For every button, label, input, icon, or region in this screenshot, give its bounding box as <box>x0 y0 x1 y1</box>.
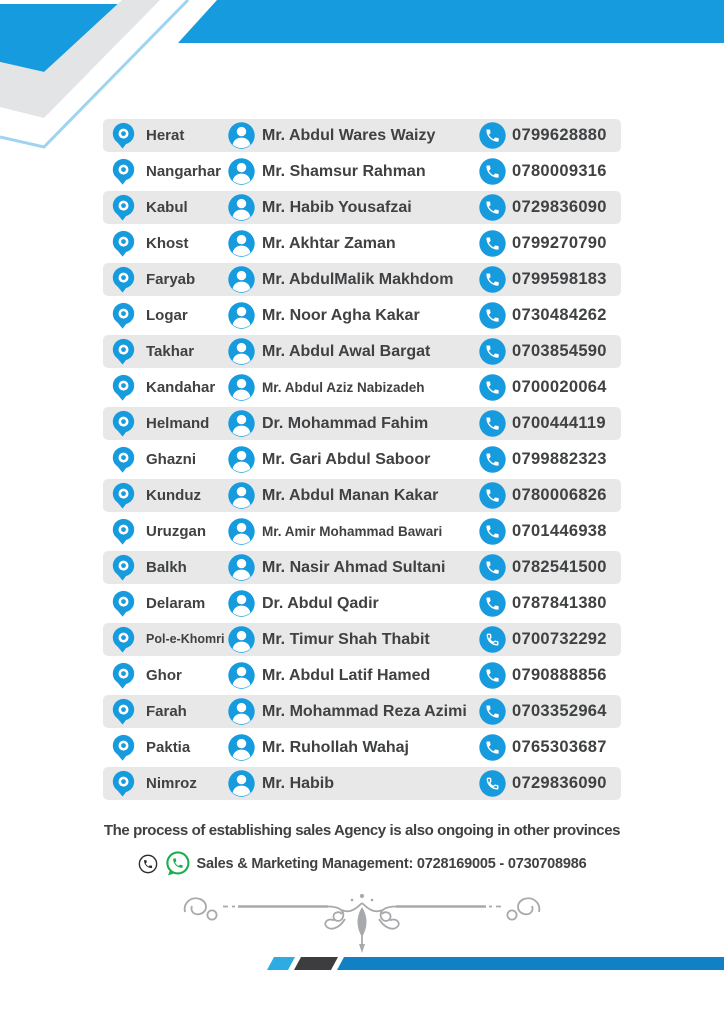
location-pin-icon <box>110 230 137 257</box>
contact-name: Mr. Abdul Wares Waizy <box>262 127 436 144</box>
phone-number: 0703854590 <box>512 342 607 360</box>
phone-icon <box>479 302 506 329</box>
contact-name: Mr. Shamsur Rahman <box>262 163 426 180</box>
contact-row <box>103 191 621 224</box>
location-pin-icon <box>110 518 137 545</box>
location-pin-icon <box>110 482 137 509</box>
phone-icon <box>479 482 506 509</box>
phone-number: 0787841380 <box>512 594 607 612</box>
province-label: Ghor <box>146 667 182 684</box>
person-icon <box>228 590 255 617</box>
province-label: Nangarhar <box>146 163 222 180</box>
person-icon <box>228 446 255 473</box>
person-icon <box>228 734 255 761</box>
contact-row <box>103 551 621 584</box>
phone-icon <box>479 698 506 725</box>
phone-number: 0799882323 <box>512 450 607 468</box>
phone-number: 0703352964 <box>512 702 607 720</box>
phone-outline-icon <box>138 854 158 874</box>
province-label: Helmand <box>146 415 210 432</box>
contact-row <box>103 695 621 728</box>
location-pin-icon <box>110 698 137 725</box>
contact-row <box>103 371 621 404</box>
province-label: Delaram <box>146 595 206 612</box>
province-label: Takhar <box>146 343 195 360</box>
contact-row <box>103 443 621 476</box>
phone-icon <box>479 518 506 545</box>
phone-number: 0700732292 <box>512 630 607 648</box>
province-label: Kabul <box>146 199 188 216</box>
phone-icon <box>479 374 506 401</box>
sales-management-text: Sales & Marketing Management: 0728169005 - 0730708986 <box>196 855 587 872</box>
phone-icon <box>479 158 506 185</box>
contact-name: Mr. Abdul Awal Bargat <box>262 343 431 360</box>
person-icon <box>228 482 255 509</box>
contact-row <box>103 515 621 548</box>
person-icon <box>228 662 255 689</box>
location-pin-icon <box>110 734 137 761</box>
location-pin-icon <box>110 374 137 401</box>
province-label: Pol-e-Khomri <box>146 632 225 646</box>
province-label: Faryab <box>146 271 196 288</box>
phone-icon <box>479 446 506 473</box>
person-icon <box>228 554 255 581</box>
contact-name: Mr. Timur Shah Thabit <box>262 631 430 648</box>
location-pin-icon <box>110 122 137 149</box>
stripe-dark <box>294 957 338 970</box>
person-icon <box>228 158 255 185</box>
contact-row <box>103 479 621 512</box>
contact-name: Mr. Ruhollah Wahaj <box>262 739 409 756</box>
contact-name: Mr. Nasir Ahmad Sultani <box>262 559 446 576</box>
person-icon <box>228 770 255 797</box>
contact-row <box>103 119 621 152</box>
phone-number: 0700020064 <box>512 378 607 396</box>
contact-name: Mr. AbdulMalik Makhdom <box>262 271 454 288</box>
contact-name: Mr. Abdul Manan Kakar <box>262 487 439 504</box>
contact-name: Mr. Akhtar Zaman <box>262 235 396 252</box>
contact-row <box>103 227 621 260</box>
location-pin-icon <box>110 158 137 185</box>
phone-number: 0729836090 <box>512 774 607 792</box>
contact-row <box>103 731 621 764</box>
location-pin-icon <box>110 302 137 329</box>
province-label: Kunduz <box>146 487 201 504</box>
location-pin-icon <box>110 662 137 689</box>
contact-name: Mr. Gari Abdul Saboor <box>262 451 431 468</box>
province-label: Nimroz <box>146 775 197 792</box>
phone-icon <box>479 194 506 221</box>
contact-row <box>103 155 621 188</box>
province-label: Paktia <box>146 739 191 756</box>
location-pin-icon <box>110 338 137 365</box>
phone-icon <box>479 122 506 149</box>
location-pin-icon <box>110 266 137 293</box>
phone-icon <box>479 554 506 581</box>
contact-name: Mr. Abdul Aziz Nabizadeh <box>262 380 425 395</box>
phone-number: 0700444119 <box>512 414 606 432</box>
person-icon <box>228 518 255 545</box>
person-icon <box>228 410 255 437</box>
person-icon <box>228 338 255 365</box>
province-label: Ghazni <box>146 451 197 468</box>
contact-row <box>103 299 621 332</box>
contact-row <box>103 659 621 692</box>
location-pin-icon <box>110 770 137 797</box>
bottom-stripes <box>0 957 724 973</box>
location-pin-icon <box>110 194 137 221</box>
contact-name: Mr. Noor Agha Kakar <box>262 307 420 324</box>
phone-number: 0730484262 <box>512 306 607 324</box>
province-label: Herat <box>146 127 185 144</box>
person-icon <box>228 266 255 293</box>
person-icon <box>228 626 255 653</box>
phone-number: 0799628880 <box>512 126 607 144</box>
phone-icon <box>479 410 506 437</box>
phone-icon <box>479 734 506 761</box>
phone-outline-icon <box>479 770 506 797</box>
phone-number: 0701446938 <box>512 522 607 540</box>
contact-name: Mr. Habib Yousafzai <box>262 199 412 216</box>
phone-icon <box>479 230 506 257</box>
footer-note: The process of establishing sales Agency is also ongoing in other provinces <box>103 822 621 839</box>
person-icon <box>228 230 255 257</box>
person-icon <box>228 194 255 221</box>
contact-row <box>103 767 621 800</box>
location-pin-icon <box>110 410 137 437</box>
person-icon <box>228 122 255 149</box>
contact-name: Dr. Mohammad Fahim <box>262 415 429 432</box>
phone-icon <box>479 266 506 293</box>
province-label: Kandahar <box>146 379 216 396</box>
location-pin-icon <box>110 446 137 473</box>
province-label: Uruzgan <box>146 523 206 540</box>
person-icon <box>228 374 255 401</box>
contact-row <box>103 587 621 620</box>
contact-name: Mr. Mohammad Reza Azimi <box>262 703 467 720</box>
contact-name: Dr. Abdul Qadir <box>262 595 379 612</box>
phone-icon <box>479 338 506 365</box>
phone-number: 0782541500 <box>512 558 607 576</box>
province-label: Balkh <box>146 559 187 576</box>
whatsapp-icon <box>164 850 191 877</box>
sales-management-line <box>0 850 724 877</box>
phone-number: 0799270790 <box>512 234 607 252</box>
stripe-light-blue <box>267 957 295 970</box>
flourish-ornament <box>182 891 542 955</box>
contact-row <box>103 335 621 368</box>
contact-name: Mr. Amir Mohammad Bawari <box>262 524 443 539</box>
phone-number: 0790888856 <box>512 666 607 684</box>
phone-icon <box>479 662 506 689</box>
phone-number: 0729836090 <box>512 198 607 216</box>
person-icon <box>228 302 255 329</box>
phone-number: 0780006826 <box>512 486 607 504</box>
province-label: Logar <box>146 307 188 324</box>
province-label: Farah <box>146 703 187 720</box>
location-pin-icon <box>110 626 137 653</box>
phone-number: 0780009316 <box>512 162 607 180</box>
location-pin-icon <box>110 590 137 617</box>
location-pin-icon <box>110 554 137 581</box>
phone-outline-icon <box>479 626 506 653</box>
contact-row <box>103 623 621 656</box>
person-icon <box>228 698 255 725</box>
stripe-band-blue <box>337 957 724 970</box>
phone-number: 0765303687 <box>512 738 607 756</box>
contact-row <box>103 263 621 296</box>
contact-row <box>103 407 621 440</box>
contact-name: Mr. Habib <box>262 775 335 792</box>
province-label: Khost <box>146 235 189 252</box>
contact-name: Mr. Abdul Latif Hamed <box>262 667 431 684</box>
phone-icon <box>479 590 506 617</box>
phone-number: 0799598183 <box>512 270 607 288</box>
